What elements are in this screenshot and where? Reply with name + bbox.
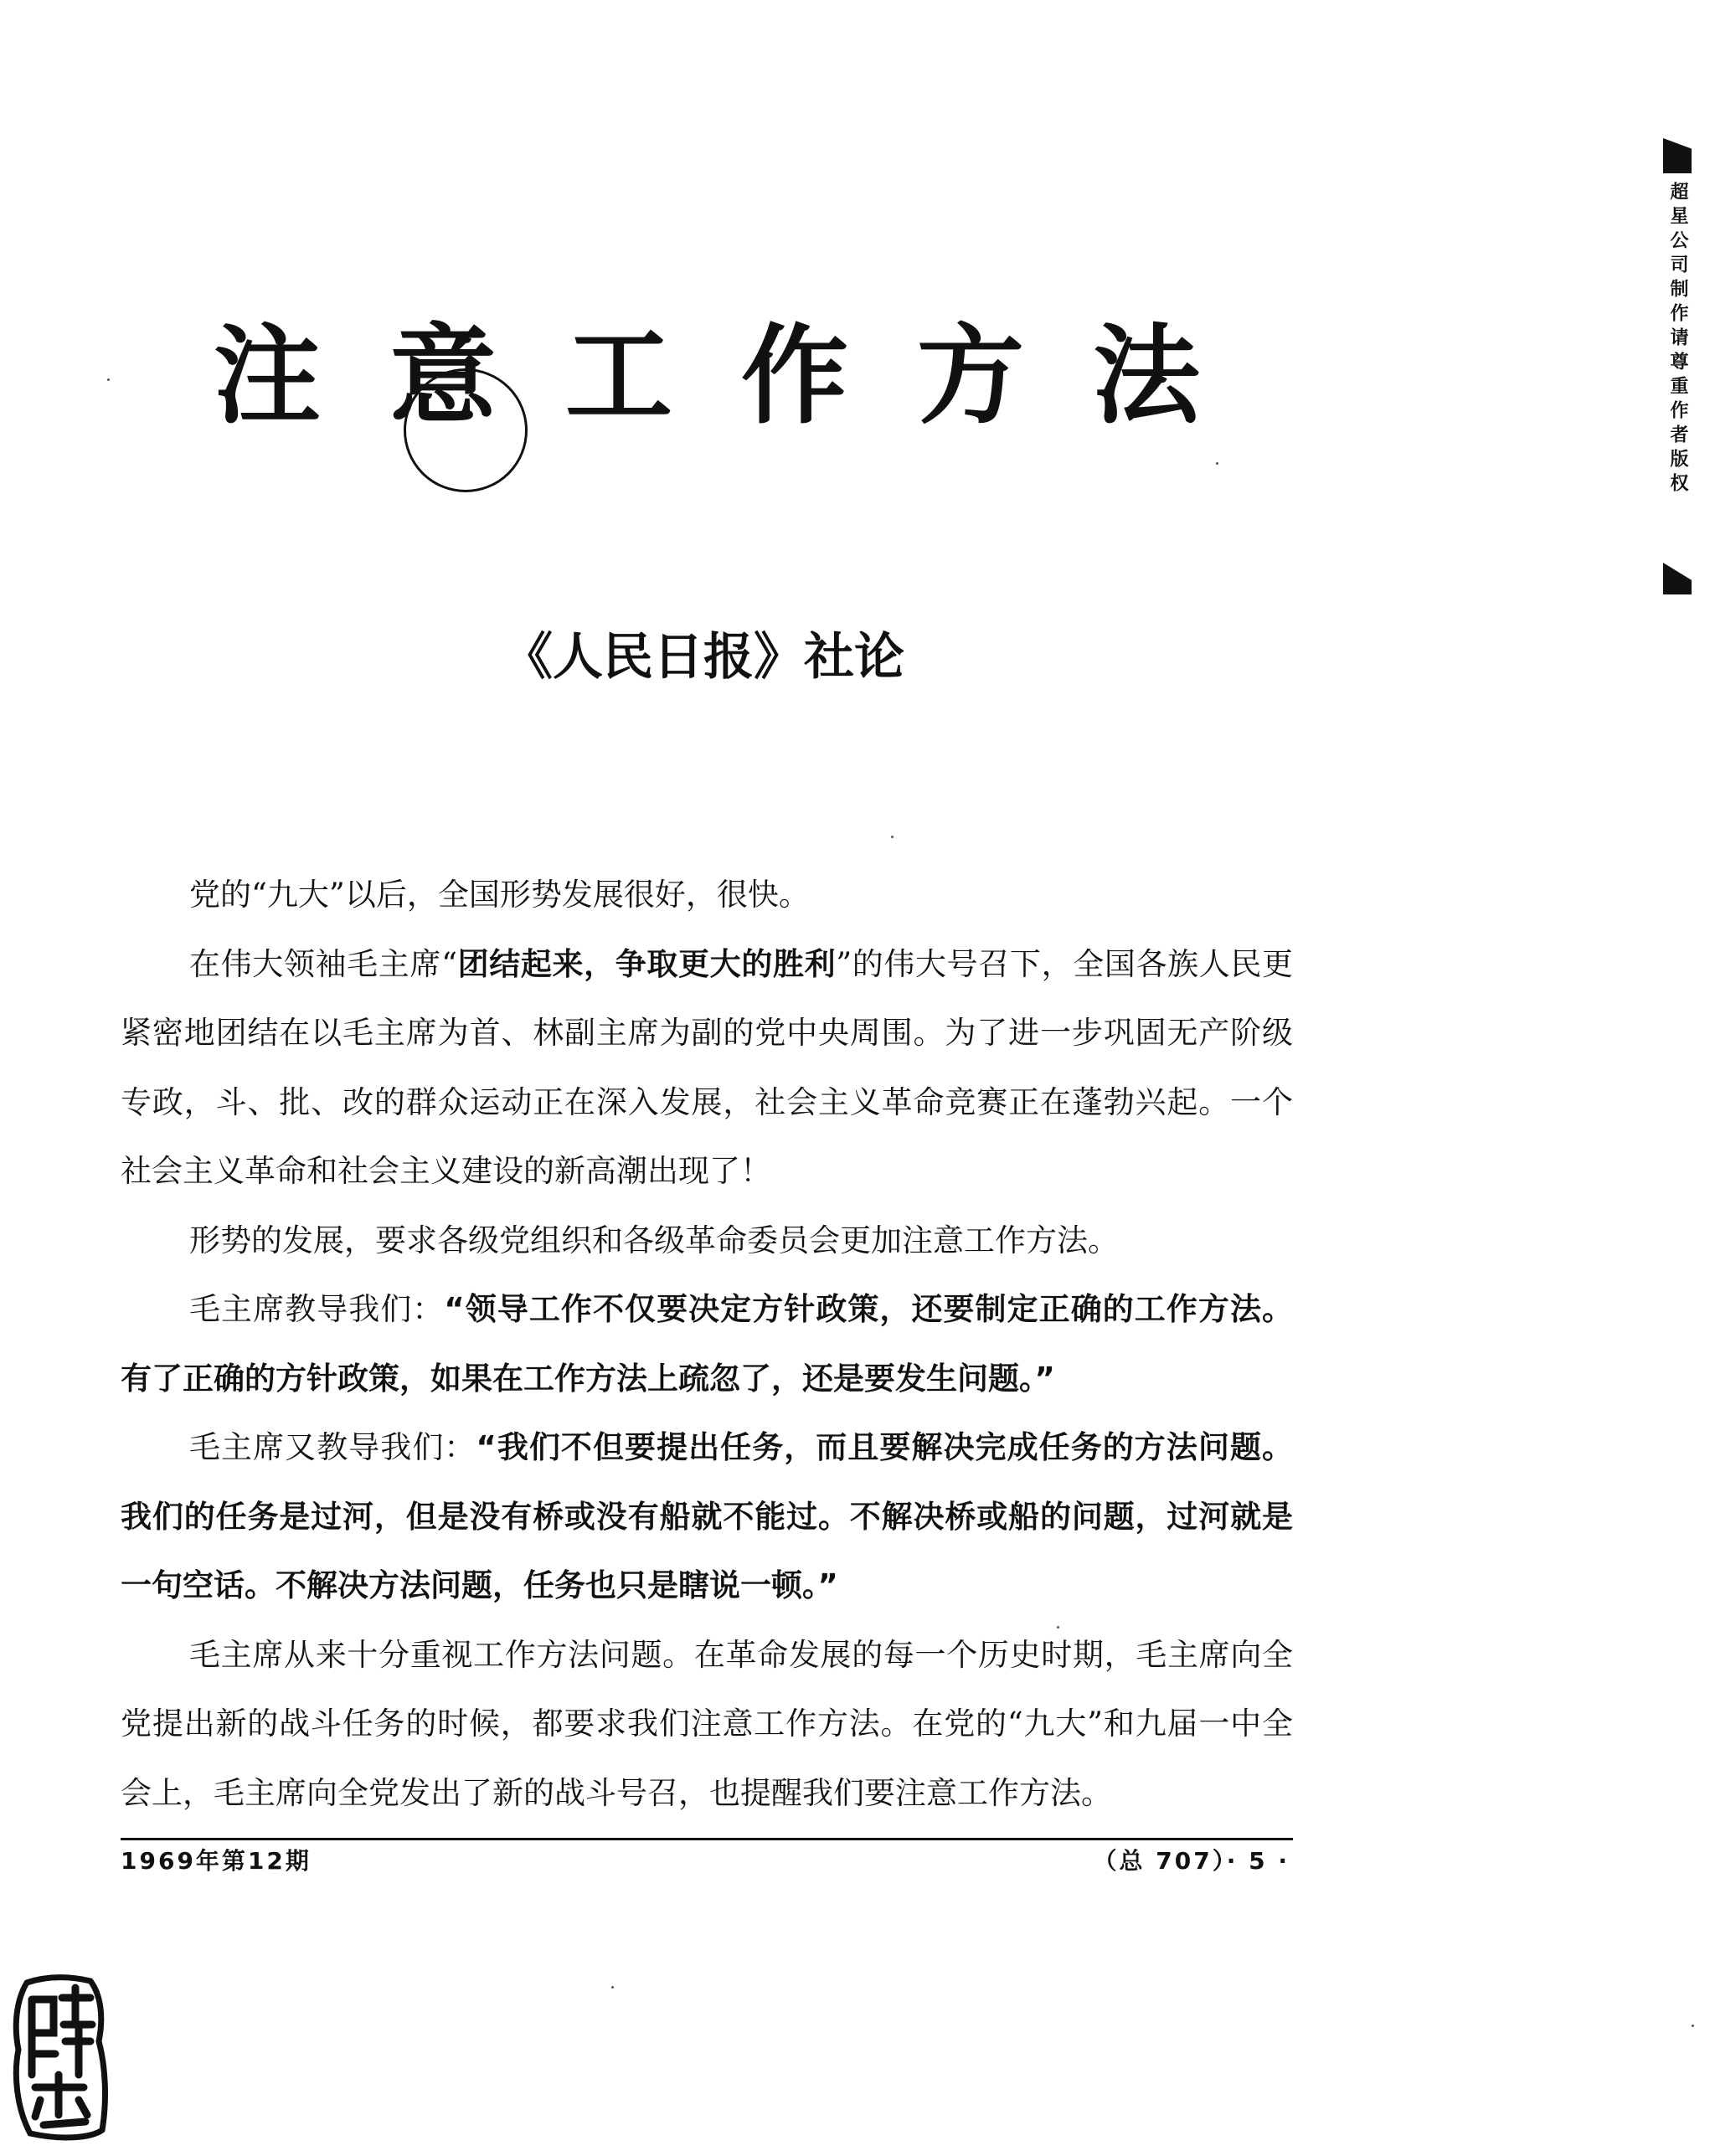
paragraph-text: 毛主席从来十分重视工作方法问题。在革命发展的每一个历史时期，毛主席向全党提出新的战斗任务的时候，都要求我们注意工作方法。在党的“九大”和九届一中全会上，毛主席向全党发出了新的战斗号召，也提醒我们要注意工作方法。 (121, 1636, 1293, 1811)
hand-drawn-circle-mark (404, 368, 528, 492)
paragraph-text: ”的伟大号召下，全国各族人民更紧密地团结在以毛主席为首、林副主席为副的党中央周围。为了进一步巩固无产阶级专政，斗、批、改的群众运动正在深入发展，社会主义革命竞赛正在蓬勃兴起。一个社会主义革命和社会主义建设的新高潮出现了！ (121, 945, 1293, 1189)
paragraph-text: 在伟大领袖毛主席“ (189, 945, 457, 982)
page-number: （总 707）· 5 · (1093, 1847, 1290, 1875)
paragraph-text: 毛主席教导我们： (189, 1291, 445, 1327)
paragraph-text: 毛主席又教导我们： (189, 1429, 476, 1465)
paragraph (121, 1207, 1293, 1276)
scan-speck (1057, 1626, 1059, 1629)
paragraph (121, 1621, 1293, 1829)
scan-speck (891, 836, 894, 838)
quote-emphasis: “我们不但要提出任务，而且要解决完成任务的方法问题。我们的任务是过河，但是没有桥或没有船就不能过。不解决桥或船的问题，过河就是一句空话。不解决方法问题，任务也只是瞎说一顿。” (121, 1429, 1293, 1603)
quote-emphasis: 团结起来，争取更大的胜利 (456, 945, 837, 982)
strip-marker-top (1663, 138, 1692, 173)
copyright-strip (1663, 138, 1698, 594)
seal-stamp-icon (10, 1974, 109, 2142)
issue-label: 1969年第12期 (121, 1847, 312, 1875)
paragraph (121, 861, 1293, 930)
scan-speck (107, 378, 110, 381)
quote-emphasis: “领导工作不仅要决定方针政策，还要制定正确的工作方法。有了正确的方针政策，如果在工作方法上疏忽了，还是要发生问题。” (121, 1291, 1294, 1397)
paragraph-text: 形势的发展，要求各级党组织和各级革命委员会更加注意工作方法。 (189, 1222, 1119, 1258)
paragraph (121, 1275, 1293, 1413)
article-body (121, 861, 1293, 1828)
paragraph-text: 党的“九大”以后，全国形势发展很好，很快。 (189, 877, 810, 913)
article-byline: 《人民日报》社论 (502, 628, 904, 687)
footer-divider (121, 1838, 1293, 1840)
paragraph (121, 1413, 1293, 1621)
article-title: 注意工作方法 (214, 314, 1270, 439)
scan-speck (1216, 462, 1218, 465)
scan-speck (611, 1986, 614, 1989)
copyright-notice: 超星公司制作请尊重作者版权 (1667, 182, 1688, 497)
strip-marker-bottom (1663, 563, 1692, 594)
scan-speck (1692, 2025, 1694, 2027)
paragraph (121, 930, 1293, 1207)
